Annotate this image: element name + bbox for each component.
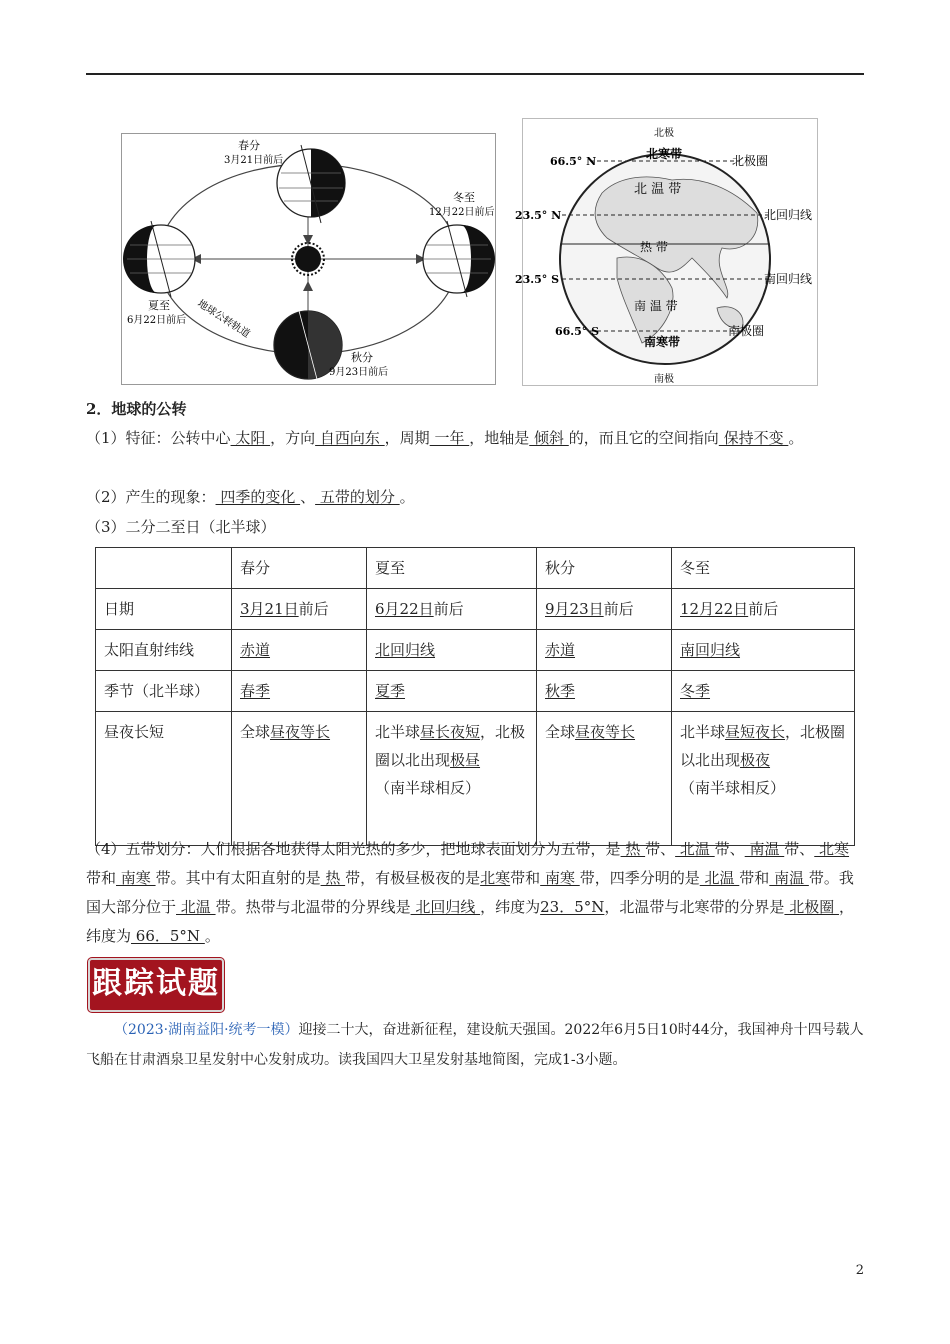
summer-date: 6月22日前后 [127, 315, 187, 326]
tropical-label: 热 带 [640, 240, 668, 254]
winter-date: 12月22日前后 [429, 207, 495, 218]
solstice-equinox-table [95, 547, 855, 846]
paragraph-4: （4）五带划分：人们根据各地获得太阳光热的多少，把地球表面划分为五带，是 热 带、 北温 带、 南温 带、 北寒 带和 南寒 带。其中有太阳直射的是 热 带，有极昼极夜的是北寒带和 南寒 带，四季分明的是 北温 带和 南温 带。我国大部分位于 北温 带。热带与北温带的分界线是 北回归线 ，纬度为23．5°N，北温带与北寒带的分界是 北极圈 ，纬度为 66．5°N 。 [86, 840, 854, 945]
north-frigid-label: 北寒带 [646, 147, 683, 161]
lat-665n: 66.5° N [550, 155, 597, 168]
orbit-label: 地球公转轨道 [195, 298, 252, 341]
tropic-capricorn-label: 南回归线 [764, 272, 813, 286]
arctic-circle-label: 北极圈 [732, 154, 769, 168]
page-number: 2 [855, 1263, 864, 1278]
table-row: 太阳直射纬线 赤道 北回归线 赤道 南回归线 [96, 630, 855, 671]
tropic-cancer-label: 北回归线 [764, 208, 813, 222]
paragraph-3: （3）二分二至日（北半球） [86, 518, 276, 536]
earth-orbit-figure [121, 133, 496, 385]
autumn-label: 秋分 [351, 351, 373, 364]
summer-label: 夏至 [148, 299, 170, 312]
spring-date: 3月21日前后 [224, 155, 284, 166]
table-row: 季节（北半球） 春季 夏季 秋季 冬季 [96, 671, 855, 712]
question-source: （2023·湖南益阳·统考一模） [114, 1022, 299, 1038]
lat-235s: 23.5° S [515, 273, 560, 286]
practice-badge: 跟踪试题 [88, 958, 224, 1012]
autumn-date: 9月23日前后 [329, 367, 389, 378]
temperature-zones-figure [515, 118, 818, 386]
south-pole-label: 南极 [654, 374, 674, 385]
table-header-row: 春分 夏至 秋分 冬至 [96, 548, 855, 589]
table-row: 日期 3月21日前后 6月22日前后 9月23日前后 12月22日前后 [96, 589, 855, 630]
antarctic-circle-label: 南极圈 [728, 324, 765, 338]
paragraph-1: （1）特征：公转中心 太阳 ，方向 自西向东 ，周期 一年 ，地轴是 倾斜 的，而且它的空间指向 保持不变 。 [86, 429, 804, 447]
north-pole-label: 北极 [654, 128, 674, 139]
table-row: 昼夜长短 全球昼夜等长 北半球昼长夜短，北极圈以北出现极昼 （南半球相反） 全球昼夜等长 北半球昼短夜长，北极圈以北出现极夜 （南半球相反） [96, 712, 855, 846]
section-title: 2．地球的公转 [86, 400, 187, 418]
south-temperate-label: 南 温 带 [634, 299, 678, 313]
lat-235n: 23.5° N [515, 209, 562, 222]
question-text: （2023·湖南益阳·统考一模）迎接二十大，奋进新征程，建设航天强国。2022年6月5日10时44分，我国神舟十四号载人飞船在甘肃酒泉卫星发射中心发射成功。读我国四大卫星发射基地简图，完成1-3小题。 [86, 1022, 864, 1068]
south-frigid-label: 南寒带 [644, 335, 681, 349]
spring-label: 春分 [238, 139, 260, 152]
winter-label: 冬至 [453, 191, 475, 204]
header-rule [86, 73, 864, 75]
lat-665s: 66.5° S [555, 325, 600, 338]
paragraph-2: （2）产生的现象： 四季的变化 、 五带的划分 。 [86, 488, 415, 506]
north-temperate-label: 北 温 带 [634, 182, 682, 197]
